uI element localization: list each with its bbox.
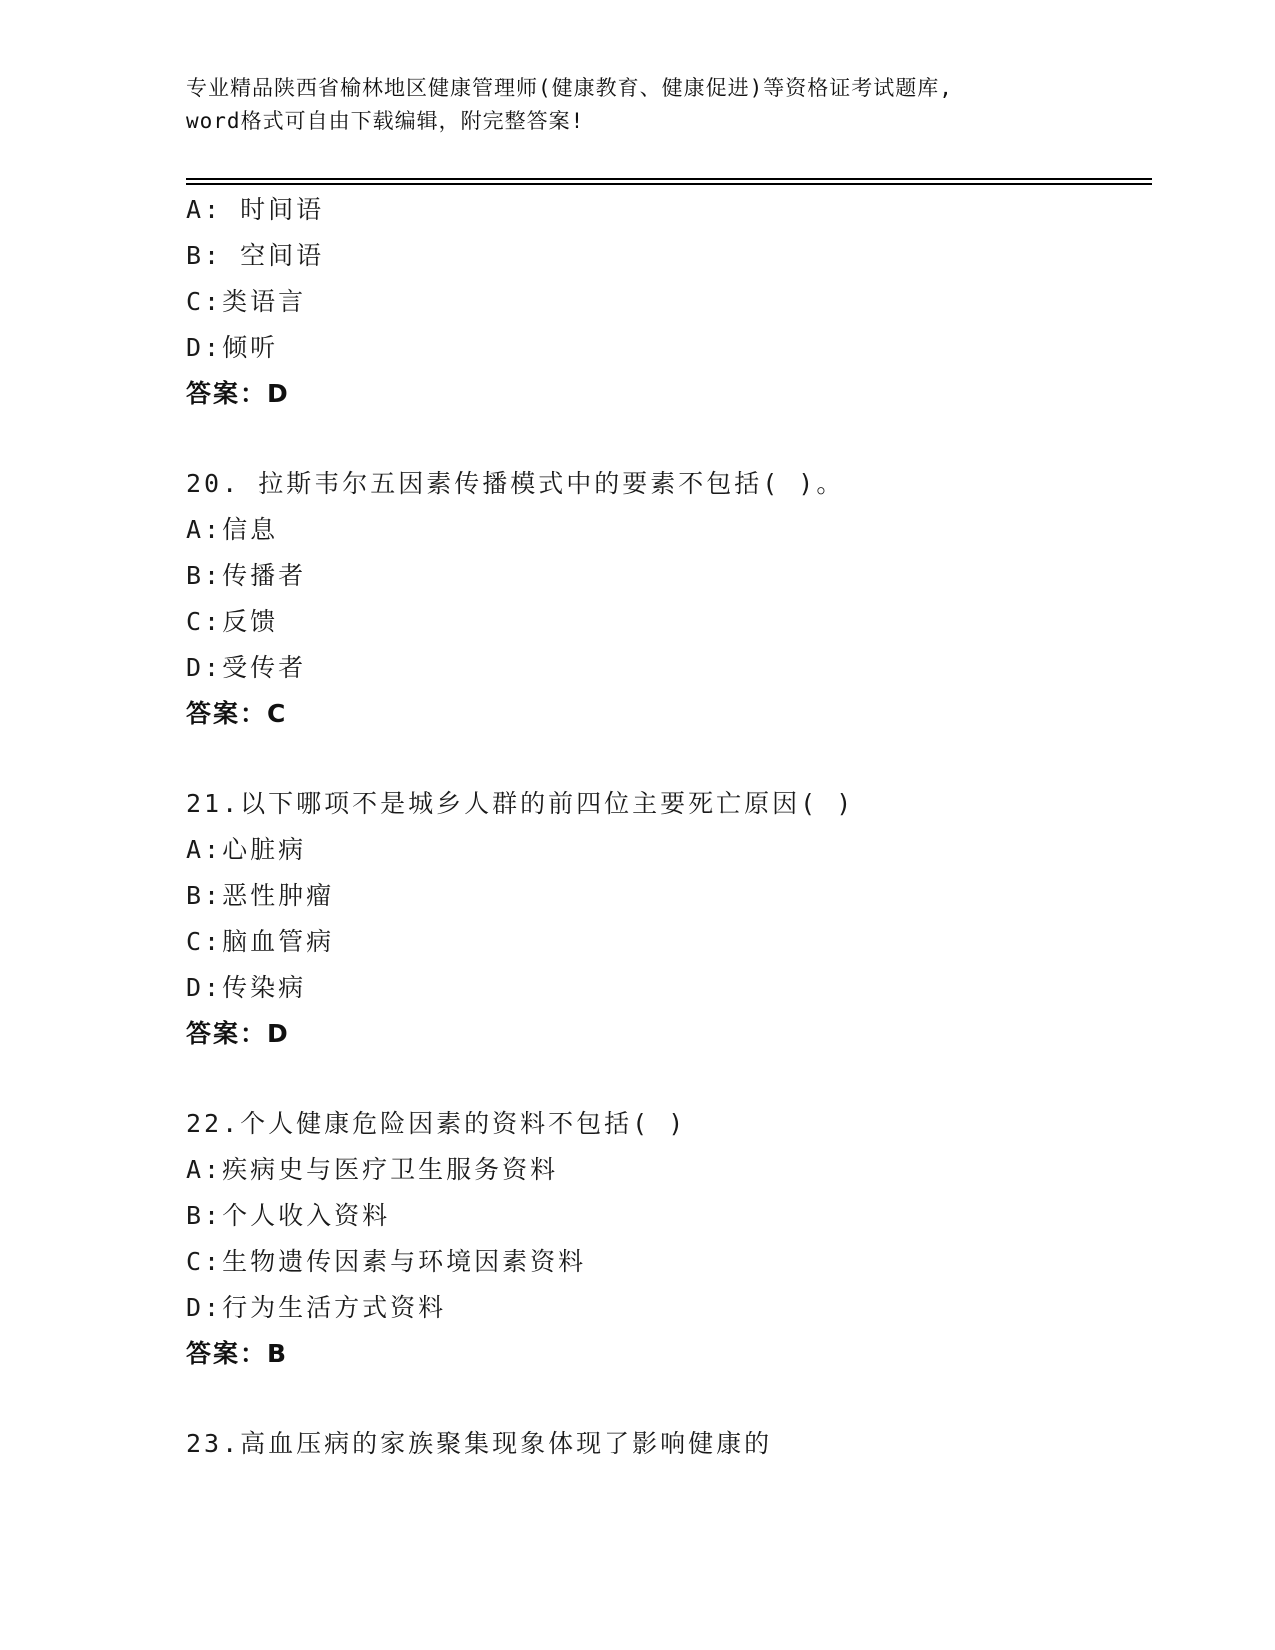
option-text: 受传者	[222, 653, 307, 682]
question-number: 21.	[186, 789, 241, 818]
option-text: 传染病	[222, 973, 307, 1002]
option-b	[186, 1193, 1146, 1239]
question-list	[186, 187, 1146, 1467]
header-divider-bottom	[186, 183, 1152, 185]
spacer	[186, 737, 1146, 781]
option-a	[186, 1147, 1146, 1193]
option-c	[186, 279, 1146, 325]
option-text: 类语言	[222, 287, 307, 316]
question-stem	[186, 461, 1146, 507]
option-key: D:	[186, 333, 223, 362]
option-text: 生物遗传因素与环境因素资料	[222, 1247, 587, 1276]
option-text: 疾病史与医疗卫生服务资料	[222, 1155, 559, 1184]
answer-line: 答案：C	[186, 699, 288, 728]
option-text: 时间语	[222, 195, 325, 224]
header-divider-top	[186, 178, 1152, 180]
option-key: A:	[186, 1155, 223, 1184]
option-text: 信息	[222, 515, 279, 544]
question-22	[186, 1101, 1146, 1377]
question-text: 拉斯韦尔五因素传播模式中的要素不包括( )。	[240, 469, 845, 498]
header-title-line-2: word格式可自由下载编辑，附完整答案!	[186, 109, 585, 133]
option-d	[186, 325, 1146, 371]
option-key: B:	[186, 1201, 223, 1230]
option-d	[186, 1285, 1146, 1331]
question-number: 23.	[186, 1429, 241, 1458]
option-key: A:	[186, 835, 223, 864]
spacer	[186, 417, 1146, 461]
question-21	[186, 781, 1146, 1057]
question-text: 以下哪项不是城乡人群的前四位主要死亡原因( )	[240, 789, 855, 818]
spacer	[186, 1377, 1146, 1421]
spacer	[186, 1057, 1146, 1101]
option-key: C:	[186, 607, 223, 636]
question-number: 22.	[186, 1109, 241, 1138]
option-text: 心脏病	[222, 835, 307, 864]
option-a	[186, 507, 1146, 553]
option-text: 脑血管病	[222, 927, 335, 956]
option-a	[186, 187, 1146, 233]
question-stem	[186, 781, 1146, 827]
option-key: D:	[186, 653, 223, 682]
answer-line: 答案：D	[186, 379, 290, 408]
option-key: B:	[186, 881, 223, 910]
question-23	[186, 1421, 1146, 1467]
question-number: 20.	[186, 469, 241, 498]
option-key: D:	[186, 973, 223, 1002]
option-c	[186, 919, 1146, 965]
answer-line: 答案：D	[186, 1019, 290, 1048]
option-key: D:	[186, 1293, 223, 1322]
option-b	[186, 873, 1146, 919]
answer-line: 答案：B	[186, 1339, 289, 1368]
option-text: 行为生活方式资料	[222, 1293, 447, 1322]
option-text: 空间语	[222, 241, 325, 270]
question-stem	[186, 1421, 1146, 1467]
option-key: C:	[186, 927, 223, 956]
option-c	[186, 599, 1146, 645]
option-d	[186, 645, 1146, 691]
option-key: B:	[186, 241, 223, 270]
option-key: A:	[186, 195, 223, 224]
question-stem	[186, 1101, 1146, 1147]
option-key: C:	[186, 1247, 223, 1276]
question-text: 高血压病的家族聚集现象体现了影响健康的	[240, 1429, 773, 1458]
question-text: 个人健康危险因素的资料不包括( )	[240, 1109, 687, 1138]
option-text: 传播者	[222, 561, 307, 590]
option-d	[186, 965, 1146, 1011]
option-text: 倾听	[222, 333, 279, 362]
option-key: C:	[186, 287, 223, 316]
question-20	[186, 461, 1146, 737]
option-text: 反馈	[222, 607, 279, 636]
option-text: 恶性肿瘤	[222, 881, 335, 910]
header-title-line-1: 专业精品陕西省榆林地区健康管理师(健康教育、健康促进)等资格证考试题库,	[186, 76, 953, 100]
option-key: A:	[186, 515, 223, 544]
option-b	[186, 553, 1146, 599]
document-header	[186, 72, 1086, 138]
option-a	[186, 827, 1146, 873]
option-key: B:	[186, 561, 223, 590]
option-text: 个人收入资料	[222, 1201, 391, 1230]
option-b	[186, 233, 1146, 279]
question-19-tail	[186, 187, 1146, 417]
option-c	[186, 1239, 1146, 1285]
